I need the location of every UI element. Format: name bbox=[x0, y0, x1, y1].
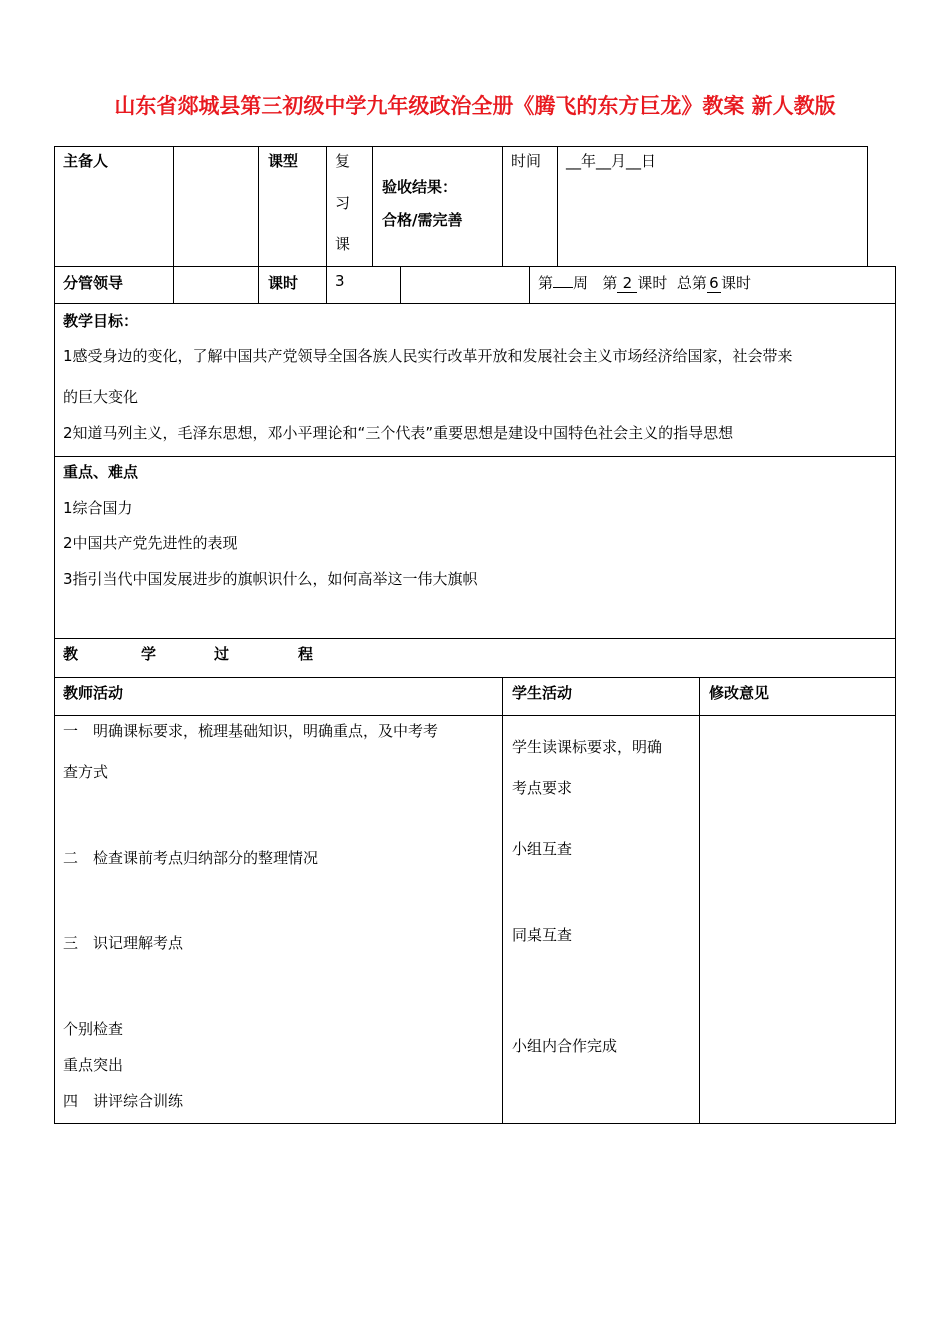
goal-item-1-line2: 的巨大变化 bbox=[63, 388, 139, 406]
process-heading-char: 学 bbox=[141, 645, 157, 663]
process-heading-char: 教 bbox=[63, 645, 79, 663]
student-activity-3: 同桌互查 bbox=[512, 926, 573, 944]
key-point-item: 2中国共产党先进性的表现 bbox=[63, 534, 238, 552]
key-points-heading: 重点、难点 bbox=[63, 463, 139, 481]
lesson-type-label: 课型 bbox=[268, 152, 299, 170]
teacher-step-1-line1: 一 明确课标要求，梳理基础知识，明确重点，及中考考 bbox=[63, 722, 439, 740]
student-activity-2: 小组互查 bbox=[512, 840, 573, 858]
border-v bbox=[502, 146, 503, 267]
border-v bbox=[372, 146, 373, 267]
teacher-focus: 重点突出 bbox=[63, 1056, 124, 1074]
student-activity-1-line2: 考点要求 bbox=[512, 779, 573, 797]
process-heading-char: 过 bbox=[214, 645, 230, 663]
border-h bbox=[54, 715, 896, 716]
border-v bbox=[502, 677, 503, 1124]
lesson-type-char: 课 bbox=[335, 235, 351, 253]
total-suffix: 课时 bbox=[720, 274, 751, 292]
lesson-type-char: 习 bbox=[335, 194, 351, 212]
lesson-prefix: 第 bbox=[602, 274, 618, 292]
border-v bbox=[557, 146, 558, 267]
border-v bbox=[173, 146, 174, 303]
border-v bbox=[326, 146, 327, 303]
border-v bbox=[867, 146, 868, 267]
goal-item-2: 2知道马列主义，毛泽东思想，邓小平理论和“三个代表”重要思想是建设中国特色社会主义的指导思想 bbox=[63, 424, 734, 442]
time-label: 时间 bbox=[511, 152, 542, 170]
border-h bbox=[54, 456, 896, 457]
week-blank bbox=[553, 287, 573, 288]
border-v bbox=[699, 677, 700, 1124]
teacher-step-3: 三 识记理解考点 bbox=[63, 934, 184, 952]
total-prefix: 总第 bbox=[676, 274, 707, 292]
lesson-type-char: 复 bbox=[335, 152, 351, 170]
lesson-suffix: 课时 bbox=[637, 274, 668, 292]
week-suffix: 周 bbox=[573, 274, 589, 292]
column-header-student: 学生活动 bbox=[512, 684, 573, 702]
border-h bbox=[54, 1123, 896, 1124]
preparer-label: 主备人 bbox=[63, 152, 109, 170]
border-v bbox=[895, 266, 896, 1124]
check-result-label: 验收结果： bbox=[382, 178, 458, 196]
student-activity-4: 小组内合作完成 bbox=[512, 1037, 618, 1055]
border-v bbox=[400, 266, 401, 303]
schedule-line bbox=[538, 272, 751, 293]
teacher-individual-check: 个别检查 bbox=[63, 1020, 124, 1038]
week-prefix: 第 bbox=[538, 274, 554, 292]
border-h bbox=[54, 638, 896, 639]
process-heading-char: 程 bbox=[298, 645, 314, 663]
goals-heading: 教学目标： bbox=[63, 312, 139, 330]
period-value: 3 bbox=[335, 272, 345, 290]
goal-item-1-line1: 1感受身边的变化，了解中国共产党领导全国各族人民实行改革开放和发展社会主义市场经济给国家，社会带来 bbox=[63, 347, 793, 365]
leader-label: 分管领导 bbox=[63, 274, 124, 292]
time-value: __年__月__日 bbox=[566, 152, 657, 170]
key-point-item: 1综合国力 bbox=[63, 499, 133, 517]
student-activity-1-line1: 学生读课标要求，明确 bbox=[512, 738, 663, 756]
border-v bbox=[529, 266, 530, 303]
column-header-revision: 修改意见 bbox=[709, 684, 770, 702]
period-label: 课时 bbox=[268, 274, 299, 292]
border-v bbox=[54, 146, 55, 1124]
teacher-step-4: 四 讲评综合训练 bbox=[63, 1092, 184, 1110]
check-result-value: 合格/需完善 bbox=[382, 211, 463, 229]
teacher-step-1-line2: 查方式 bbox=[63, 763, 109, 781]
column-header-teacher: 教师活动 bbox=[63, 684, 124, 702]
page-title: 山东省郯城县第三初级中学九年级政治全册《腾飞的东方巨龙》教案 新人教版 bbox=[114, 93, 836, 118]
total-number: 6 bbox=[707, 274, 721, 293]
lesson-number: 2 bbox=[617, 274, 637, 293]
border-h bbox=[54, 303, 896, 304]
border-h bbox=[54, 677, 896, 678]
key-point-item: 3指引当代中国发展进步的旗帜识什么，如何高举这一伟大旗帜 bbox=[63, 570, 478, 588]
border-h bbox=[54, 146, 868, 147]
border-v bbox=[258, 146, 259, 303]
teacher-step-2: 二 检查课前考点归纳部分的整理情况 bbox=[63, 849, 319, 867]
border-h bbox=[54, 266, 896, 267]
